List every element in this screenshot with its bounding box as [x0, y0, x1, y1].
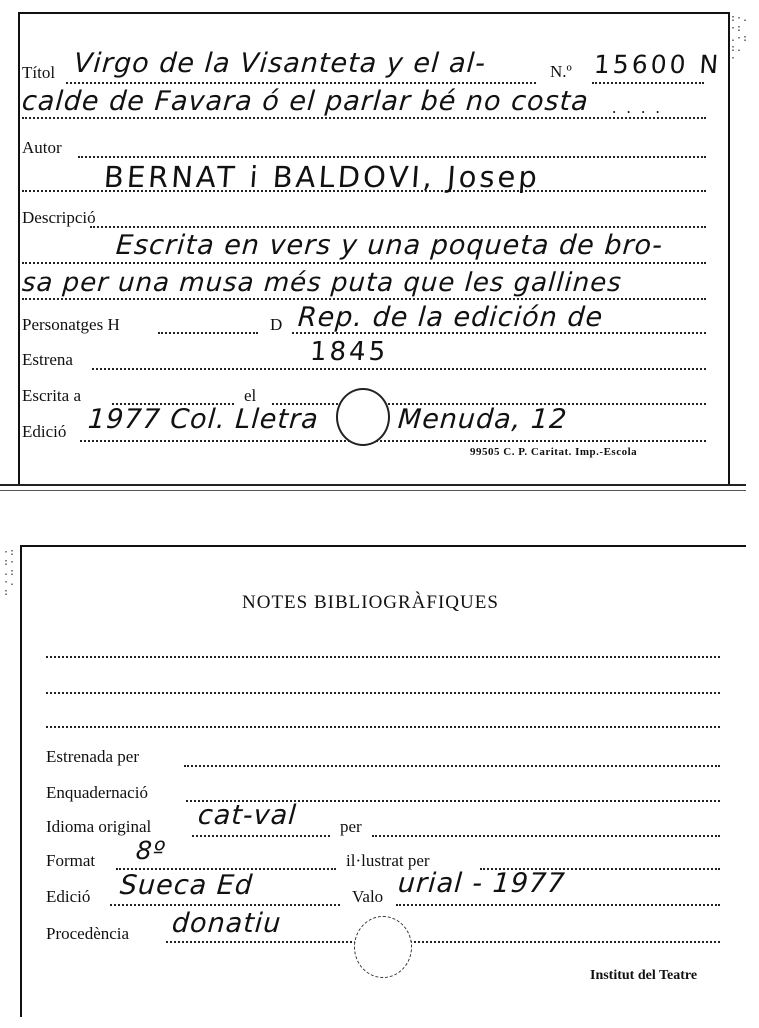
card-divider-line — [0, 490, 746, 491]
scan-speckle: :·. ·: .·: :. · — [730, 13, 749, 64]
estrenada-per-line — [184, 765, 720, 767]
notes-title: NOTES BIBLIOGRÀFIQUES — [242, 592, 499, 613]
idioma-line — [192, 835, 330, 837]
punch-hole-outline — [354, 916, 412, 978]
valor-label: Valo — [352, 887, 384, 906]
per-label: per — [340, 817, 362, 836]
edicio-back-handwritten: Sueca Ed — [118, 870, 255, 901]
format-handwritten: 8º — [134, 836, 167, 865]
descripcio-line — [90, 226, 706, 228]
personatges-d-label: D — [270, 315, 283, 334]
edicio-handwritten-part1: 1977 Col. Lletra — [86, 404, 320, 435]
estrena-handwritten: 1845 — [308, 337, 390, 367]
idioma-handwritten: cat-val — [196, 800, 298, 831]
edicio-handwritten-part2: Menuda, 12 — [396, 404, 569, 435]
titol-line-2 — [22, 117, 706, 119]
descripcio-handwritten-line1: Escrita en vers y una poqueta de bro- — [114, 230, 665, 261]
edicio-back-label: Edició — [46, 887, 91, 906]
estrenada-per-label: Estrenada per — [46, 747, 139, 766]
notes-line-3 — [46, 726, 720, 728]
descripcio-line-2 — [22, 262, 706, 264]
el-label: el — [244, 386, 257, 405]
titol-handwritten-line1: Virgo de la Visanteta y el al- — [72, 48, 488, 79]
autor-line — [78, 156, 706, 158]
institut-imprint: Institut del Teatre — [590, 968, 698, 983]
titol-trailing-dots: . . . . — [612, 98, 663, 117]
card-front-bottom-edge — [0, 484, 746, 486]
descripcio-line-3 — [22, 298, 706, 300]
notes-line-1 — [46, 656, 720, 658]
edicio-line — [80, 440, 706, 442]
titol-handwritten-line2: calde de Favara ó el parlar bé no costa — [20, 86, 590, 117]
personatges-handwritten: Rep. de la edición de — [296, 302, 605, 333]
number-line — [592, 82, 704, 84]
estrena-label: Estrena — [22, 350, 73, 369]
edicio-label: Edició — [22, 422, 67, 441]
enquadernacio-label: Enquadernació — [46, 783, 148, 802]
edicio-back-line — [110, 904, 340, 906]
il-lustrat-label: il·lustrat per — [346, 851, 430, 870]
catalog-number: 15600 N — [592, 50, 723, 79]
punch-hole — [336, 388, 390, 446]
procedencia-label: Procedència — [46, 924, 130, 943]
per-line — [372, 835, 720, 837]
titol-label: Títol — [22, 63, 56, 82]
autor-label: Autor — [22, 138, 62, 157]
scan-speckle: ·: :· .: ·. : — [3, 547, 16, 598]
descripcio-handwritten-line2: sa per una musa més puta que les gallines — [20, 268, 623, 298]
autor-handwritten: BERNAT i BALDOVI, Josep — [102, 160, 542, 194]
escrita-a-label: Escrita a — [22, 386, 81, 405]
titol-line — [66, 82, 536, 84]
procedencia-line — [166, 941, 720, 943]
procedencia-handwritten: donatiu — [170, 908, 283, 939]
personatges-h-line — [158, 332, 258, 334]
valor-line — [396, 904, 720, 906]
descripcio-label: Descripció — [22, 208, 96, 227]
estrena-line — [92, 368, 706, 370]
idioma-label: Idioma original — [46, 817, 152, 836]
notes-line-2 — [46, 692, 720, 694]
personatges-h-label: Personatges H — [22, 315, 120, 334]
printer-imprint: 99505 C. P. Caritat. Imp.-Escola — [470, 446, 638, 458]
valor-handwritten: urial - 1977 — [396, 868, 567, 899]
format-label: Format — [46, 851, 96, 870]
number-label: N.º — [550, 62, 572, 81]
